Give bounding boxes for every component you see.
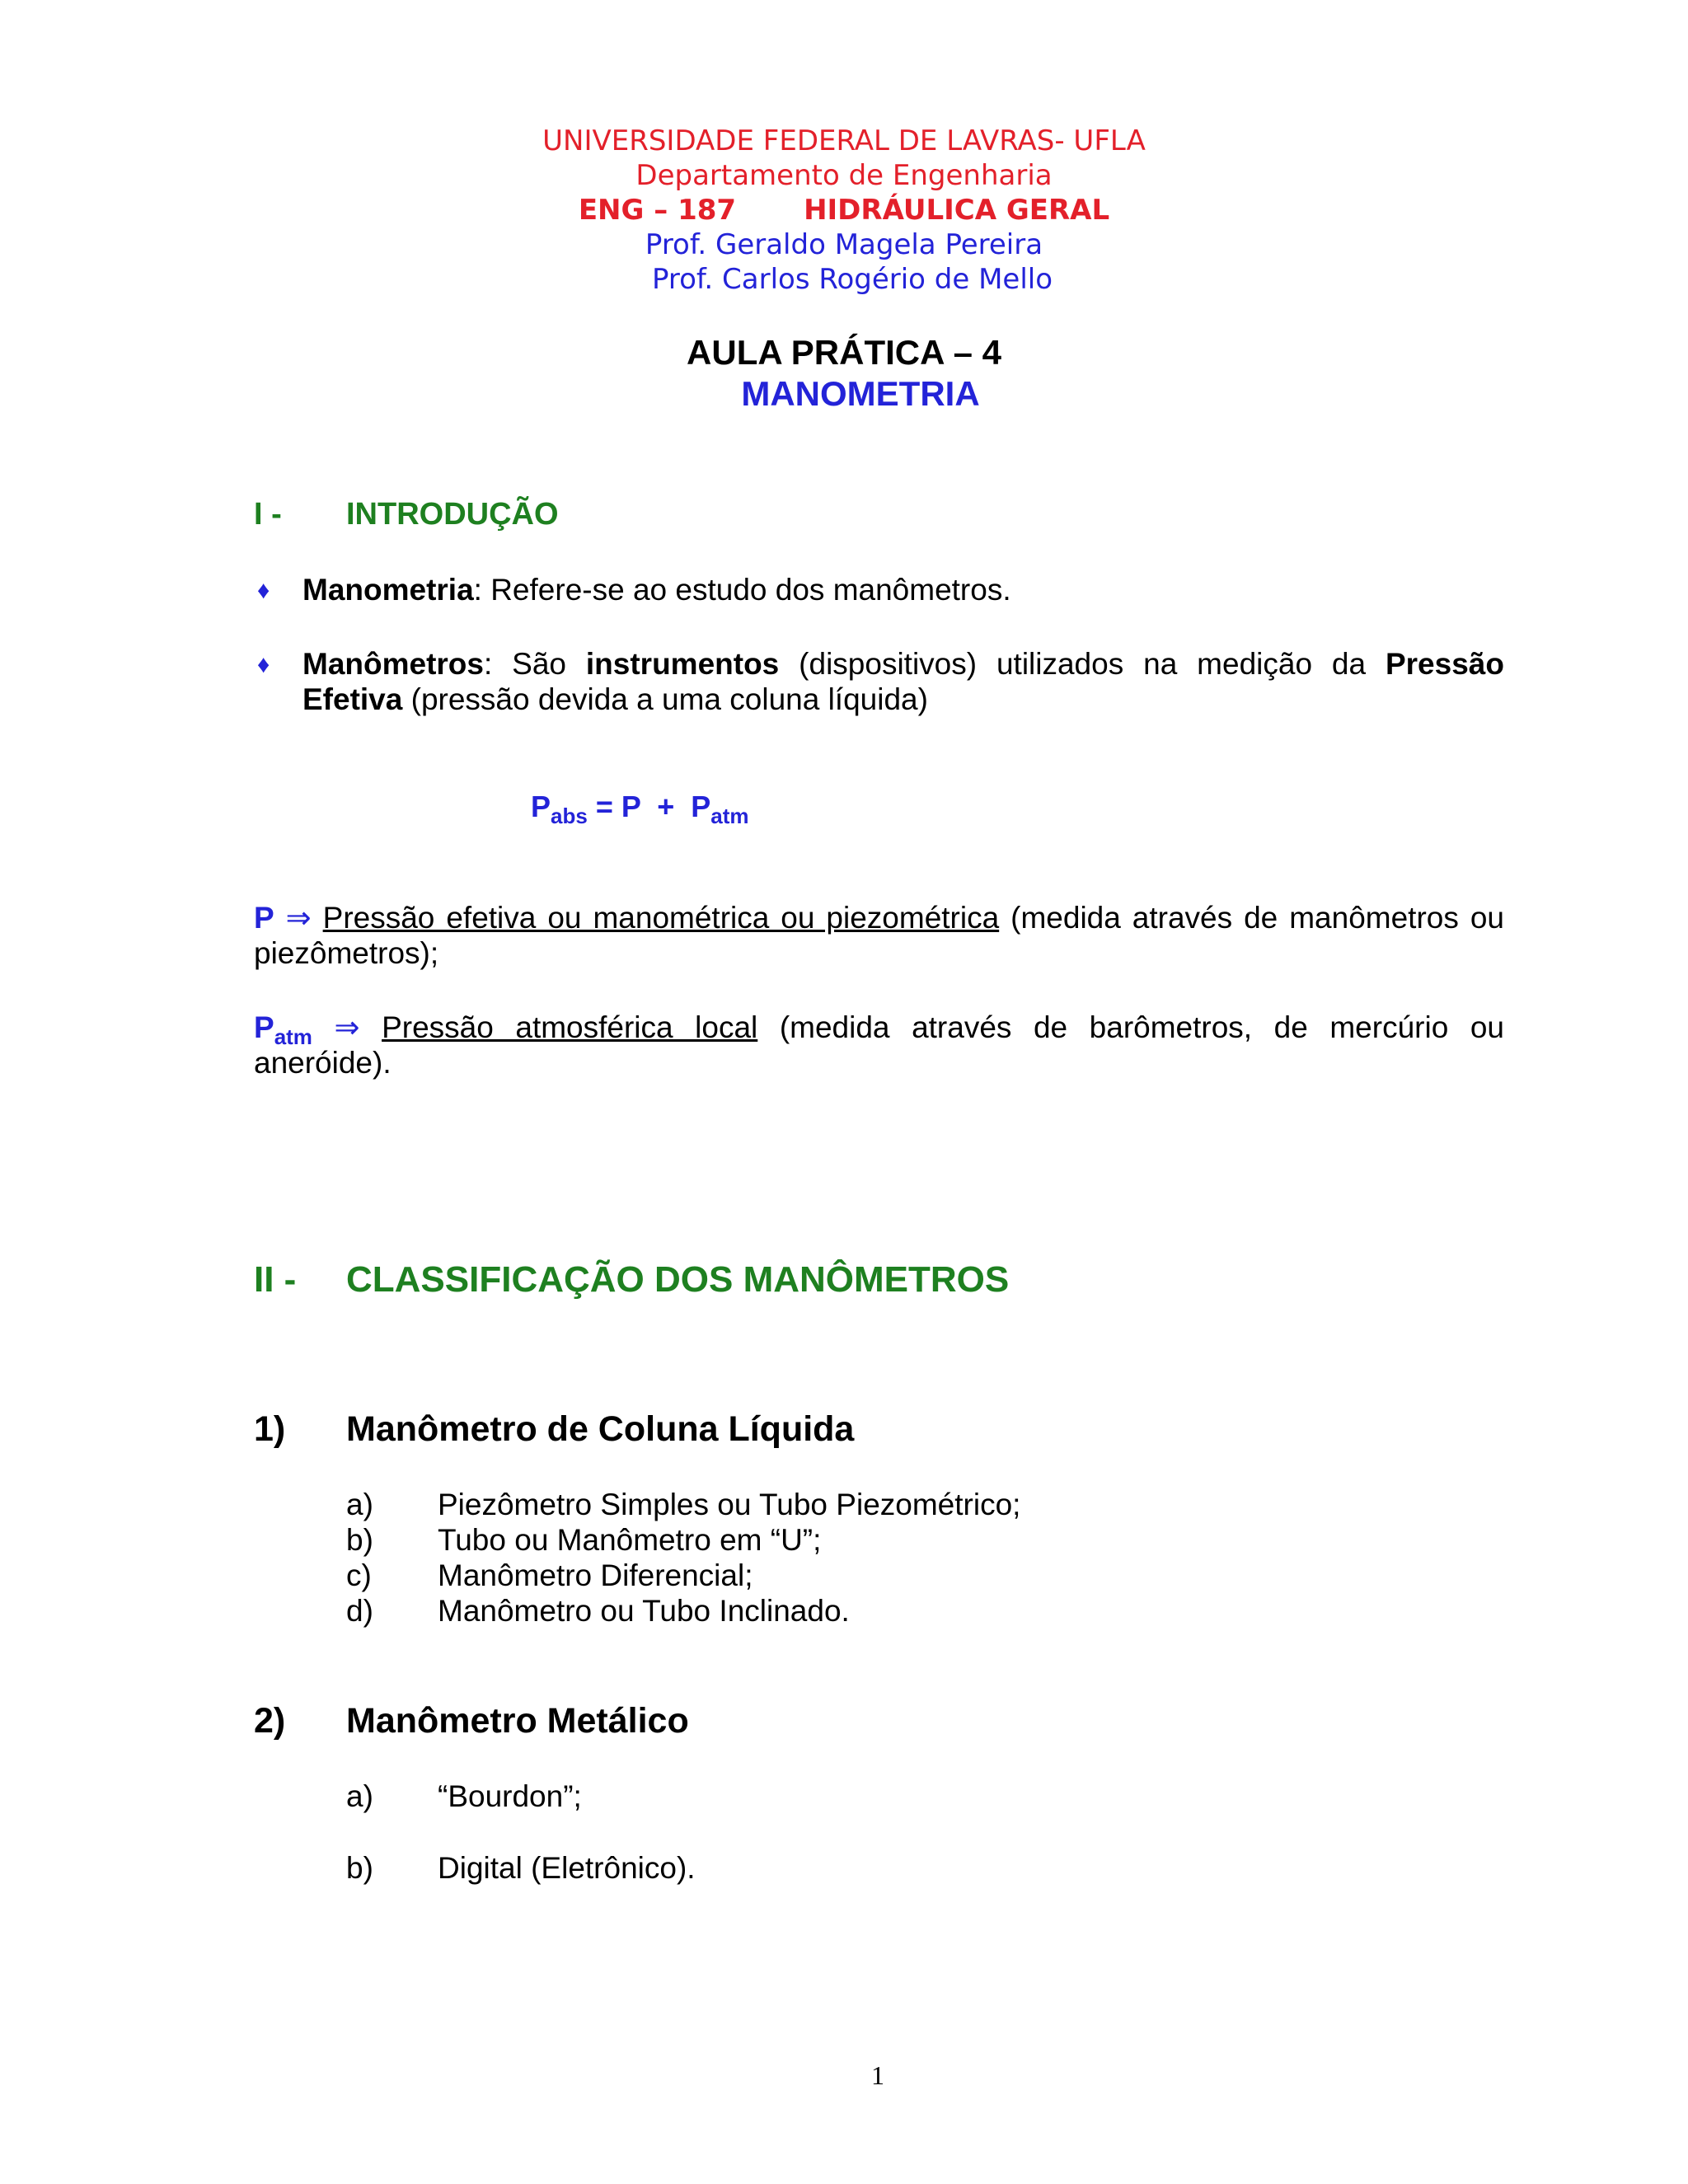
- section-1-number: I -: [254, 497, 282, 532]
- list-item: Piezômetro Simples ou Tubo Piezométrico;: [438, 1488, 1021, 1521]
- subsection-1-number: 1): [254, 1409, 286, 1449]
- list-item-letter: a): [346, 1779, 373, 1813]
- list-item: “Bourdon”;: [438, 1779, 582, 1813]
- university-name: UNIVERSIDADE FEDERAL DE LAVRAS- UFLA: [542, 124, 1146, 157]
- course-code: ENG – 187: [578, 194, 737, 227]
- list-item-letter: b): [346, 1523, 373, 1557]
- course-line: [0, 193, 1688, 227]
- section-2-heading: CLASSIFICAÇÃO DOS MANÔMETROS: [346, 1259, 1010, 1300]
- definition-p-line1: P ⇒ Pressão efetiva ou manométrica ou piezométrica (medida através de manômetros ou: [254, 901, 1504, 935]
- page-title: AULA PRÁTICA – 4: [687, 333, 1001, 372]
- list-item-letter: b): [346, 1851, 373, 1885]
- course-name: HIDRÁULICA GERAL: [804, 194, 1110, 227]
- page-subtitle: MANOMETRIA: [741, 374, 980, 413]
- definition-patm-line2: aneróide).: [254, 1046, 392, 1080]
- list-item-letter: c): [346, 1558, 372, 1592]
- department-name: Departamento de Engenharia: [635, 159, 1053, 192]
- bullet-manometros-line1: Manômetros: São instrumentos (dispositivos) utilizados na medição da Pressão: [302, 647, 1504, 681]
- term-manometria: Manometria: [302, 573, 474, 607]
- page-number: 1: [871, 2060, 884, 2090]
- subsection-2-heading: Manômetro Metálico: [346, 1701, 689, 1741]
- pressure-formula: $P_{abs} = P + P_{atm}$: [531, 790, 749, 828]
- professor-2: Prof. Carlos Rogério de Mello: [651, 263, 1053, 296]
- bullet-icon: ♦: [257, 651, 270, 678]
- professor-1: Prof. Geraldo Magela Pereira: [645, 228, 1043, 261]
- list-item-letter: d): [346, 1594, 373, 1628]
- section-1-heading: INTRODUÇÃO: [346, 497, 559, 532]
- list-item: Digital (Eletrônico).: [438, 1851, 696, 1885]
- bullet-manometros-line2: Efetiva (pressão devida a uma coluna líquida): [302, 682, 928, 716]
- bullet-manometria: Manometria: Refere-se ao estudo dos manômetros.: [302, 573, 1011, 607]
- definition-p-line2: piezômetros);: [254, 936, 439, 970]
- subsection-2-number: 2): [254, 1701, 286, 1741]
- definition-patm-line1: $P_{atm}$ ⇒ Pressão atmosférica local (medida através de barômetros, de mercúrio ou: [254, 1010, 1504, 1049]
- list-item: Tubo ou Manômetro em “U”;: [438, 1523, 822, 1557]
- bullet-icon: ♦: [257, 577, 270, 604]
- list-item: Manômetro ou Tubo Inclinado.: [438, 1594, 850, 1628]
- subsection-1-heading: Manômetro de Coluna Líquida: [346, 1409, 855, 1449]
- list-item-letter: a): [346, 1488, 373, 1521]
- section-2-number: II -: [254, 1259, 297, 1300]
- list-item: Manômetro Diferencial;: [438, 1558, 753, 1592]
